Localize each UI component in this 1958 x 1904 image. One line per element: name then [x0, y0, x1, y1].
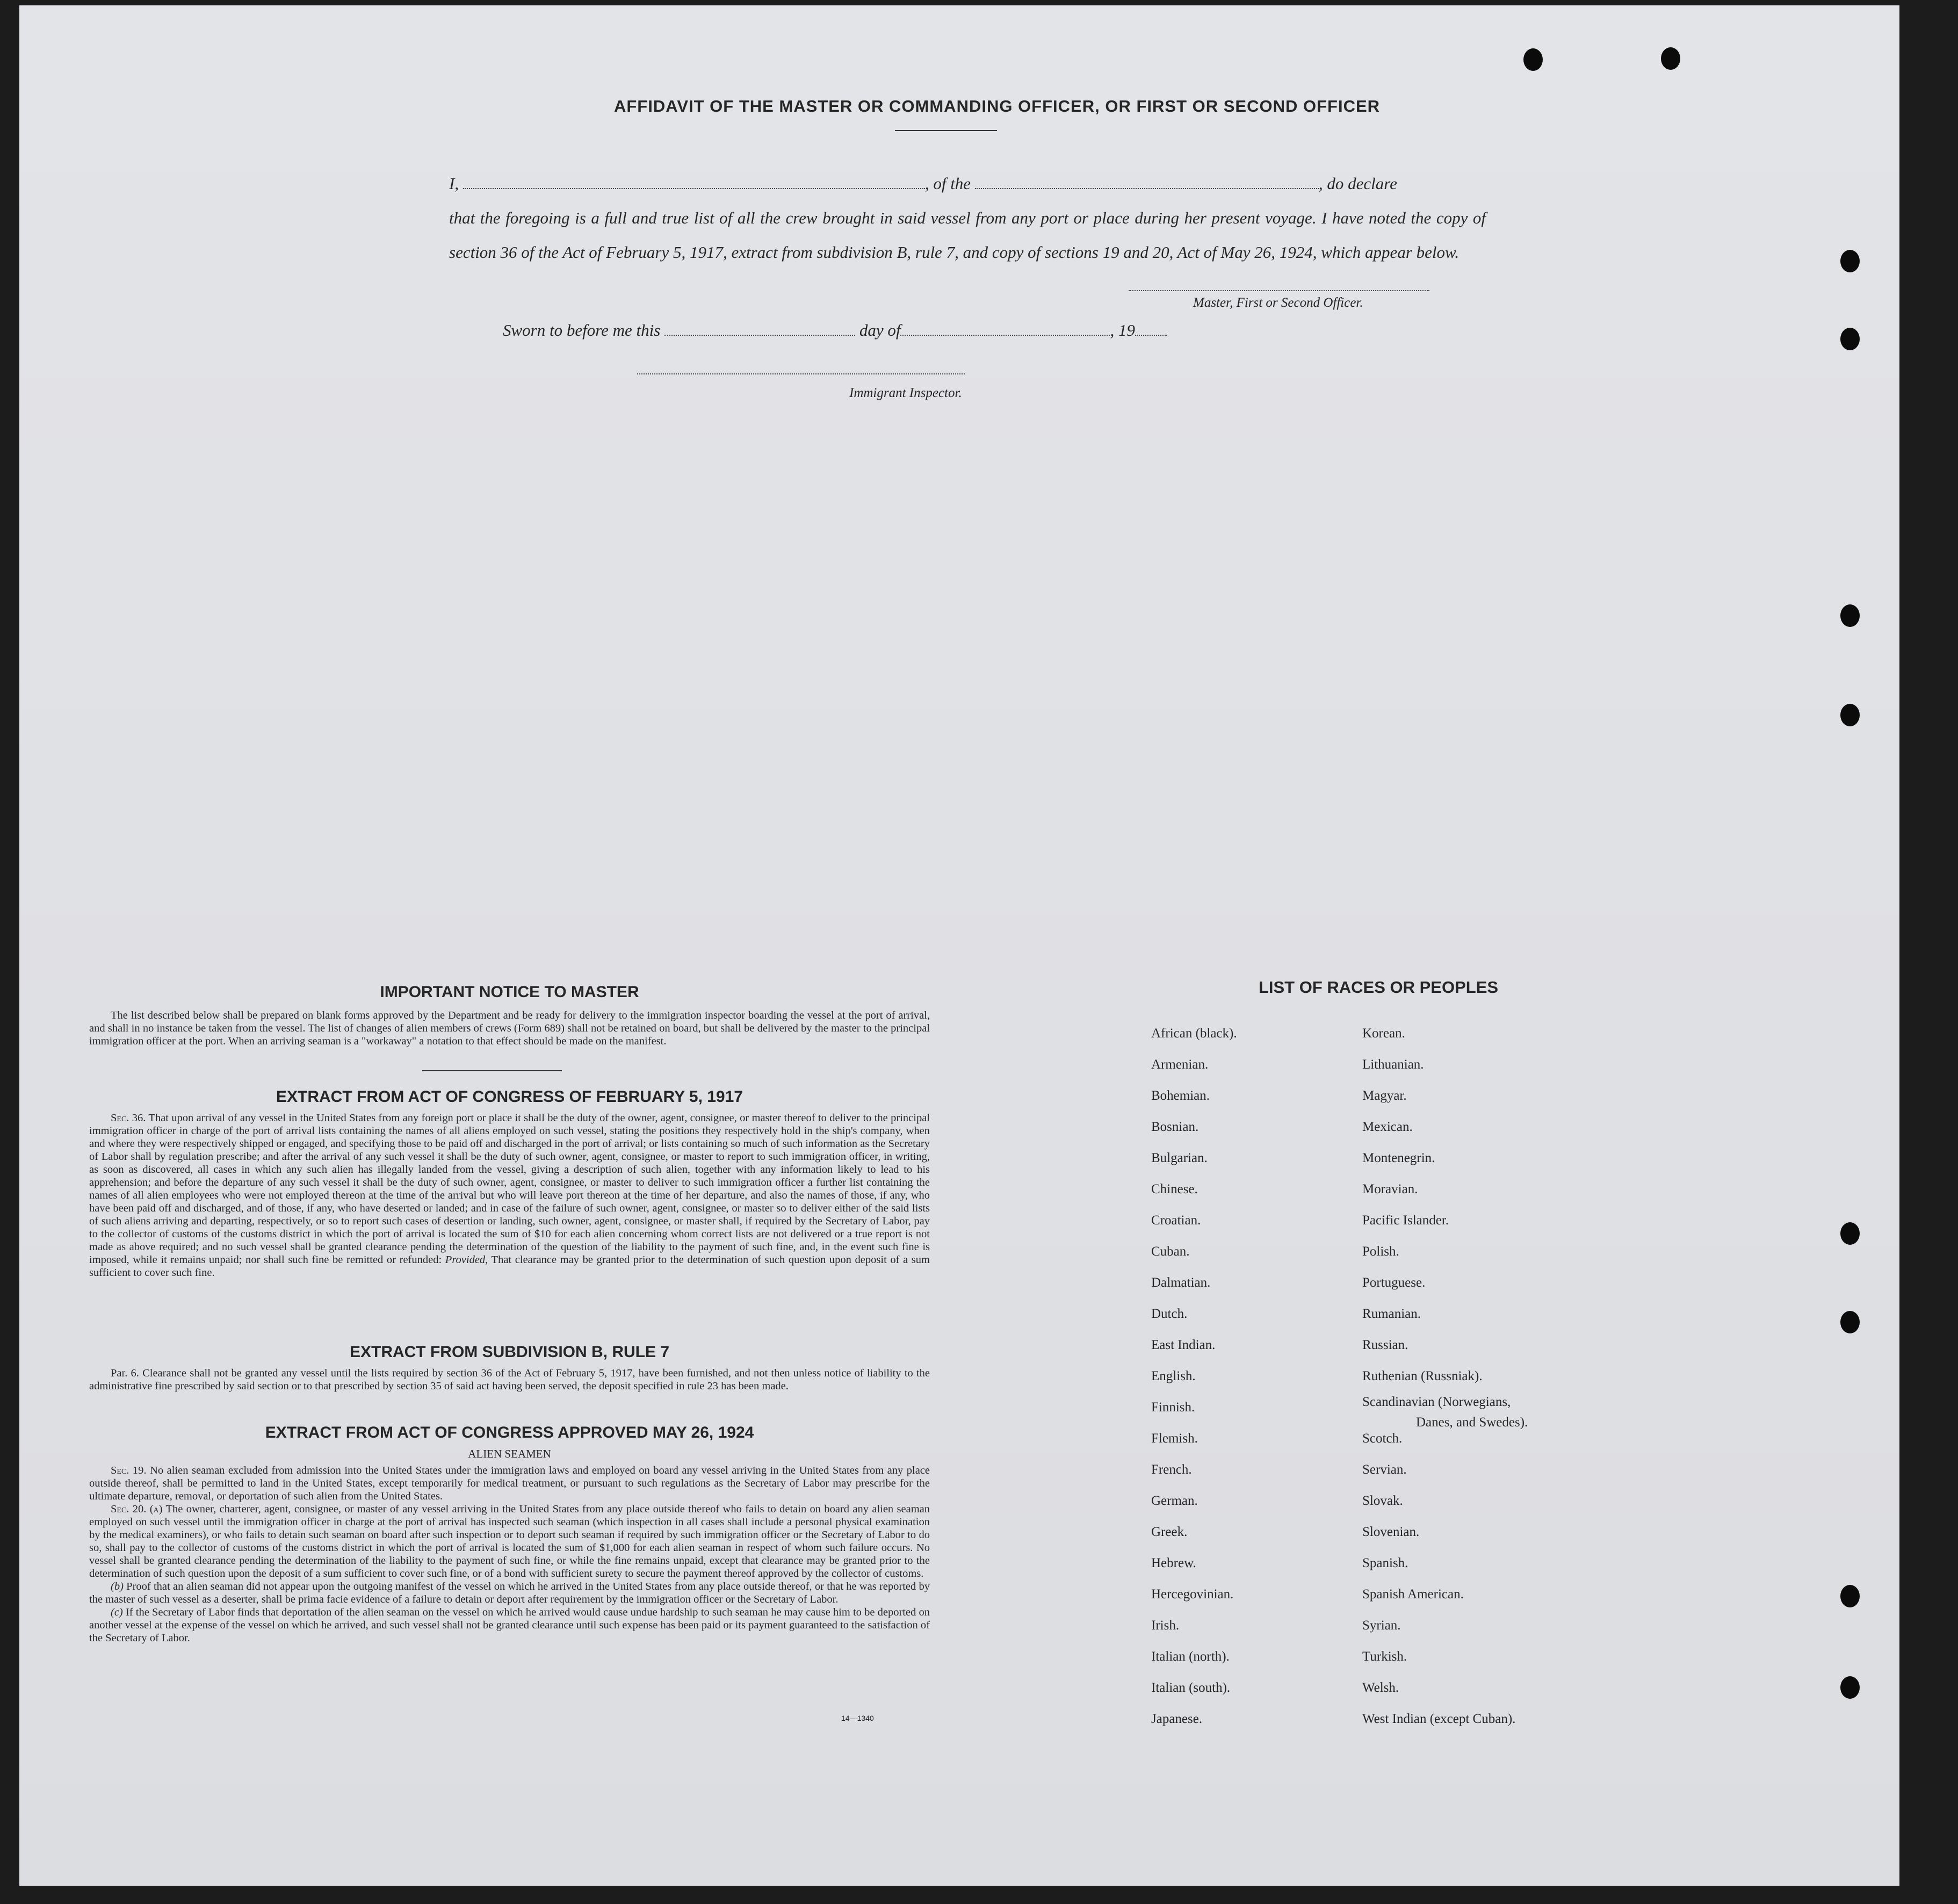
sec-20c-text: If the Secretary of Labor finds that deportation of the alien seaman on the vessel on which he arrived would cause undue hardship to such seaman he may cause him to be deported on another vessel at the expense of the vessel on which he arrived, and such vessel shall not be granted clearance until such expense has been paid or its payment guaranteed to the satisfaction of the Secretary of Labor. — [89, 1606, 930, 1644]
extract-1917-section — [89, 1088, 930, 1279]
race-item: Ruthenian (Russniak). — [1362, 1369, 1483, 1383]
sec-20a-text: The owner, charterer, agent, consignee, or master of any vessel arriving in the United States from any place outside thereof who fails to detain on board any alien seaman employed on such vessel until the immigration officer in charge at the port of arrival has inspected such seaman (which inspection in all cases shall include a personal physical examination by the medical examiners), or who fails to detain such seaman on board after such inspection or to deport such seaman if required by such immigration officer or the Secretary of Labor to do so, shall pay to the collector of customs of the customs district in which the port of arrival is located the sum of $1,000 for each alien seaman in respect of whom such failure occurs. No vessel shall be granted clearance pending the determination of the liability to the payment of such fine, or while the fine remains unpaid, except that clearance may be granted prior to the determination of such question upon the deposit of a sum sufficient to cover such fine, or of a bond with sufficient surety to secure the payment thereof approved by the collector of customs. — [89, 1503, 930, 1580]
sworn-day-field[interactable] — [664, 320, 855, 336]
race-item: Portuguese. — [1362, 1275, 1426, 1290]
race-item: Slovak. — [1362, 1494, 1403, 1508]
extract-rule7-title: EXTRACT FROM SUBDIVISION B, RULE 7 — [349, 1343, 670, 1361]
race-item: Montenegrin. — [1362, 1151, 1435, 1165]
inspector-signature-line[interactable] — [637, 373, 965, 374]
sworn-line — [503, 320, 1167, 340]
race-item: Rumanian. — [1362, 1307, 1421, 1321]
race-item: Russian. — [1362, 1338, 1408, 1352]
binder-hole — [1840, 1222, 1860, 1245]
race-item: Dalmatian. — [1151, 1275, 1211, 1290]
extract-rule7-section — [89, 1343, 930, 1393]
vessel-prefix: , of the — [924, 174, 971, 193]
extract-1924-subtitle: ALIEN SEAMEN — [468, 1447, 551, 1460]
sworn-day-label: day of — [859, 321, 901, 340]
race-item: Chinese. — [1151, 1182, 1198, 1196]
race-item: Dutch. — [1151, 1307, 1188, 1321]
race-item: Turkish. — [1362, 1649, 1407, 1664]
sec-36-text: That upon arrival of any vessel in the United States from any foreign port or place it shall be the duty of the owner, agent, consignee, or master thereof to deliver to the principal immigration officer in charge of the port of arrival lists containing the names of all aliens employed on such vessel, stating the positions they respectively hold in the ship's company, when and where they were respectively shipped or engaged, and specifying those to be paid off and discharged in the port of arrival; or lists containing so much of such information as the Secretary of Labor shall by regulation prescribe; and after the arrival of any such vessel it shall be the duty of such owner, agent, consignee, or master to report to such immigration officer, in writing, as soon as discovered, all cases in which any such alien has illegally landed from the vessel, giving a description of such alien, together with any information likely to lead to his apprehension; and before the departure of any such vessel it shall be the duty of such owner, agent, consignee, or master to deliver to such immigration officer a further list containing the names of all alien employees who were not employed thereon at the time of the arrival but who will leave port thereon at the time of her departure, and also the names of those, if any, who have been paid off and discharged, and of those, if any, who have deserted or landed; and in case of the failure of such owner, agent, consignee, or master so to deliver either of the said lists of such aliens arriving and departing, respectively, or so to report such cases of desertion or landing, such owner, agent, consignee, or master shall, if required by the Secretary of Labor, pay to the collector of customs of the customs district in which the port of arrival is located the sum of $10 for each alien concerning whom correct lists are not delivered or a true report is not made as above required; and no such vessel shall be granted clearance pending the determination of the question of the liability to the payment of such fine, and, in the event such fine is imposed, while it remains unpaid; nor shall such fine be remitted or refunded: — [89, 1112, 930, 1266]
master-signature-line[interactable] — [1129, 290, 1429, 291]
race-item: Flemish. — [1151, 1431, 1198, 1446]
sworn-year-field[interactable] — [1135, 320, 1167, 336]
extract-rule7-text — [89, 1367, 930, 1393]
race-item: Servian. — [1362, 1462, 1407, 1477]
sworn-year-label: , 19 — [1110, 321, 1135, 340]
sec-36-label: Sec. 36. — [111, 1112, 146, 1124]
title-divider — [895, 130, 997, 131]
binder-hole — [1661, 47, 1680, 70]
race-item: Slovenian. — [1362, 1525, 1420, 1539]
race-item: Magyar. — [1362, 1088, 1407, 1103]
race-item: Hebrew. — [1151, 1556, 1196, 1570]
race-item: Lithuanian. — [1362, 1057, 1424, 1072]
race-item: Italian (north). — [1151, 1649, 1230, 1664]
race-item: Syrian. — [1362, 1618, 1401, 1633]
race-item: Bohemian. — [1151, 1088, 1210, 1103]
race-item: Danes, and Swedes). — [1416, 1415, 1528, 1430]
extract-1924-text — [89, 1464, 930, 1645]
extract-1917-title: EXTRACT FROM ACT OF CONGRESS OF FEBRUARY 5, 1917 — [276, 1088, 743, 1106]
race-item: Welsh. — [1362, 1681, 1399, 1695]
race-item: Scotch. — [1362, 1431, 1403, 1446]
notice-section — [89, 983, 930, 1048]
form-number: 14—1340 — [841, 1714, 874, 1722]
affidavit-statement: that the foregoing is a full and true list of all the crew brought in said vessel from any port or place during her present voyage. I have noted the copy of section 36 of the Act of February 5, 1917, extract from subdivision B, rule 7, and copy of sections 19 and 20, Act of May 26, 1924, which appear below. — [449, 208, 1486, 262]
race-item: Hercegovinian. — [1151, 1587, 1234, 1602]
race-item: Scandinavian (Norwegians, — [1362, 1395, 1511, 1409]
race-item: African (black). — [1151, 1026, 1237, 1041]
sec-20a-label: Sec. 20. (a) — [111, 1503, 163, 1515]
races-title: LIST OF RACES OR PEOPLES — [1258, 978, 1499, 997]
master-signature-label: Master, First or Second Officer. — [1193, 295, 1363, 310]
binder-hole — [1840, 328, 1860, 350]
proviso-text: That clearance may be granted prior to the determination of such question upon deposit of a sum sufficient to cover such fine. — [89, 1254, 930, 1279]
race-item: West Indian (except Cuban). — [1362, 1712, 1516, 1726]
race-item: Mexican. — [1362, 1120, 1413, 1134]
race-item: Italian (south). — [1151, 1681, 1231, 1695]
race-item: Japanese. — [1151, 1712, 1203, 1726]
race-item: Moravian. — [1362, 1182, 1418, 1196]
sworn-month-field[interactable] — [900, 320, 1110, 336]
proviso-label: Provided, — [445, 1254, 488, 1266]
sec-19-text: No alien seaman excluded from admission into the United States under the immigration laws and employed on board any vessel arriving in the United States from any place outside thereof, shall be permitted to land in the United States, except temporarily for medical treatment, or pursuant to such regulations as the Secretary of Labor may prescribe for the ultimate departure, removal, or deportation of such alien from the United States. — [89, 1465, 930, 1502]
binder-hole — [1840, 250, 1860, 272]
extract-1917-text — [89, 1112, 930, 1279]
race-item: German. — [1151, 1494, 1198, 1508]
sec-20b-label: (b) — [111, 1581, 124, 1592]
race-item: Armenian. — [1151, 1057, 1209, 1072]
sec-20c-label: (c) — [111, 1606, 123, 1618]
race-item: Irish. — [1151, 1618, 1180, 1633]
binder-hole — [1840, 1311, 1860, 1333]
notice-text — [89, 1009, 930, 1048]
inspector-signature-label: Immigrant Inspector. — [849, 386, 962, 400]
binder-hole — [1840, 604, 1860, 627]
race-item: Greek. — [1151, 1525, 1188, 1539]
race-item: Polish. — [1362, 1244, 1399, 1259]
race-item: Croatian. — [1151, 1213, 1201, 1228]
rule7-paragraph: Par. 6. Clearance shall not be granted any vessel until the lists required by section 36 of the Act of February 5, 1917, have been furnished, and not then unless notice of liability to the administrative fine prescribed by said section or to that prescribed by section 35 of said act having been served, the deposit specified in rule 23 has been made. — [89, 1367, 930, 1392]
race-item: Korean. — [1362, 1026, 1405, 1041]
sec-19-label: Sec. 19. — [111, 1465, 147, 1476]
vessel-name-field[interactable] — [975, 173, 1319, 189]
race-item: Pacific Islander. — [1362, 1213, 1449, 1228]
race-item: Cuban. — [1151, 1244, 1190, 1259]
race-item: English. — [1151, 1369, 1196, 1383]
extract-1924-title: EXTRACT FROM ACT OF CONGRESS APPROVED MAY 26, 1924 — [265, 1424, 754, 1441]
notice-title: IMPORTANT NOTICE TO MASTER — [380, 983, 639, 1001]
binder-hole — [1840, 704, 1860, 726]
sworn-prefix: Sworn to before me this — [503, 321, 661, 340]
declarant-prefix: I, — [449, 174, 459, 193]
notice-paragraph: The list described below shall be prepared on blank forms approved by the Department and be ready for delivery to the immigration inspector boarding the vessel at the port of arrival, and shall in no instance be taken from the vessel. The list of changes of alien members of crews (Form 689) shall not be retained on board, but shall be delivered by the master to the principal immigration officer at the port. When an arriving seaman is a "workaway" a notation to that effect should be made on the manifest. — [89, 1009, 930, 1047]
declarant-name-field[interactable] — [463, 173, 925, 189]
declare-suffix: , do declare — [1318, 174, 1397, 193]
affidavit-title: AFFIDAVIT OF THE MASTER OR COMMANDING OFFICER, OR FIRST OR SECOND OFFICER — [613, 97, 1381, 116]
race-item: East Indian. — [1151, 1338, 1216, 1352]
section-divider — [422, 1070, 562, 1071]
affidavit-body — [449, 167, 1486, 270]
race-item: Spanish American. — [1362, 1587, 1464, 1602]
binder-hole — [1840, 1676, 1860, 1699]
sec-20b-text: Proof that an alien seaman did not appear upon the outgoing manifest of the vessel on which he arrived in the United States from any place outside thereof, or that he was reported by the master of such vessel as a deserter, shall be prima facie evidence of a failure to detain or deport after requirement by the immigration officer or the Secretary of Labor. — [89, 1581, 930, 1605]
race-item: Bosnian. — [1151, 1120, 1199, 1134]
binder-hole — [1840, 1585, 1860, 1607]
race-item: Finnish. — [1151, 1400, 1195, 1415]
document-page — [19, 5, 1899, 1886]
binder-hole — [1523, 48, 1543, 71]
extract-1924-section — [89, 1424, 930, 1645]
race-item: Bulgarian. — [1151, 1151, 1208, 1165]
race-item: Spanish. — [1362, 1556, 1408, 1570]
race-item: French. — [1151, 1462, 1192, 1477]
